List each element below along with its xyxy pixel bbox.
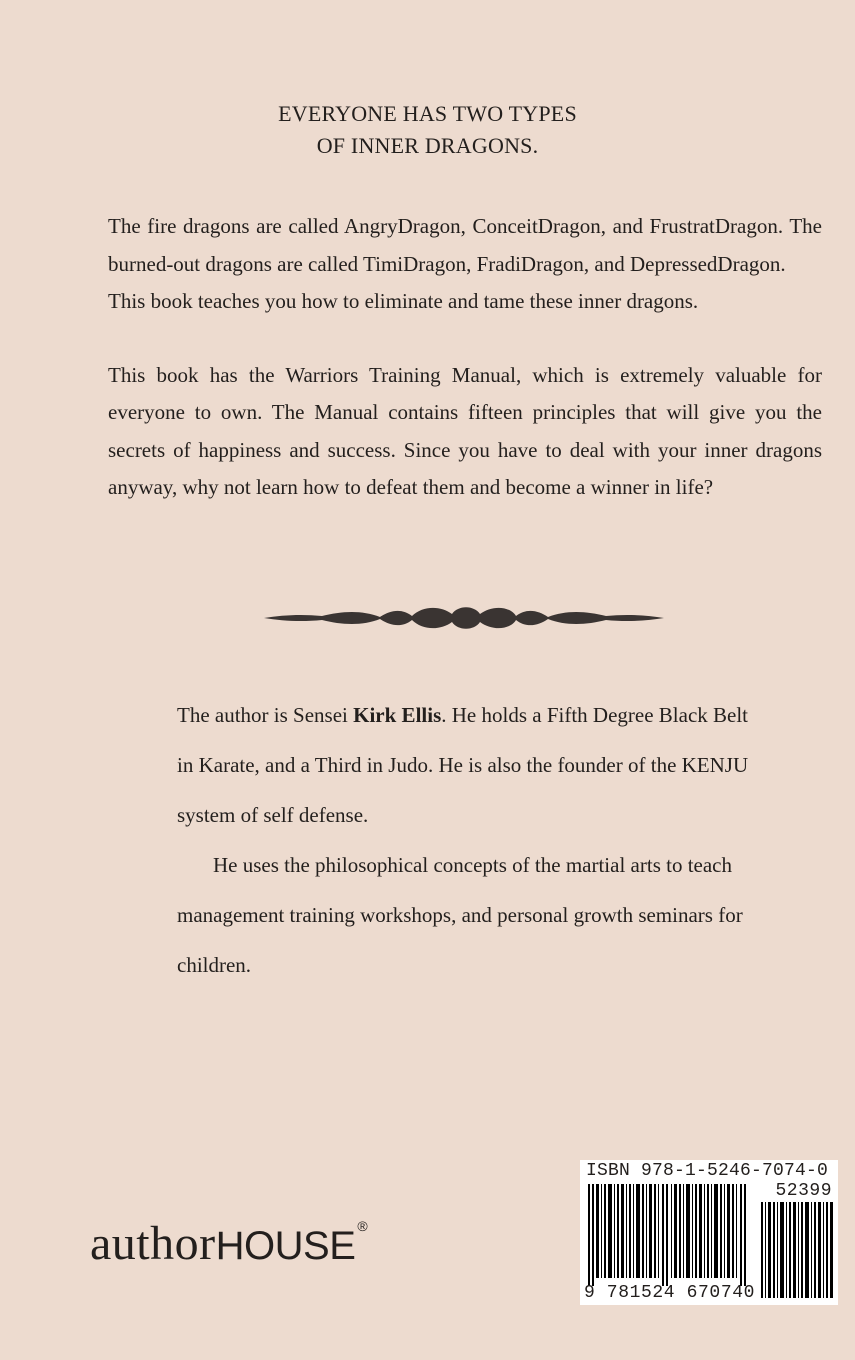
author-paragraph-1: [177, 690, 757, 840]
author-bio: [177, 690, 757, 990]
isbn-label: ISBN 978-1-5246-7074-0: [586, 1161, 829, 1181]
publisher-logo-part2: HOUSE: [215, 1224, 356, 1268]
registered-mark: ®: [357, 1218, 368, 1234]
intro-paragraph-2: This book teaches you how to eliminate and tame these inner dragons.: [108, 289, 699, 313]
barcode-addon-bars-icon: [760, 1202, 834, 1298]
isbn-barcode: [580, 1160, 838, 1305]
heading-line-1: EVERYONE HAS TWO TYPES: [278, 101, 577, 126]
intro-paragraph-3: This book has the Warriors Training Manual, which is extremely valuable for everyone to own. The Manual contains fifteen principles that will give you the secrets of happiness and success. Since you have to deal with your inner dragons anyway, why not learn how to defeat them and become a winner in life?: [108, 362, 822, 499]
author-paragraph-2: He uses the philosophical concepts of the martial arts to teach management training workshops, and personal growth seminars for children.: [177, 853, 743, 977]
author-name: Kirk Ellis: [353, 703, 442, 727]
author-credentials: . He holds a Fifth Degree Black Belt in Karate, and a Third in Judo. He is also the founder of the KENJU system of self defense.: [177, 703, 749, 827]
intro-paragraph-1: The fire dragons are called AngryDragon, ConceitDragon, and FrustratDragon. The burned-out dragons are called TimiDragon, FradiDragon, and DepressedDragon.: [108, 214, 822, 276]
heading-line-2: OF INNER DRAGONS.: [316, 133, 539, 158]
ornament-divider-icon: [262, 602, 666, 634]
price-code: 52399: [775, 1181, 832, 1201]
barcode-main-bars-icon: [586, 1184, 748, 1286]
publisher-logo: [90, 1196, 368, 1276]
back-cover-heading: [0, 98, 855, 162]
barcode-digits: 9 781524 670740: [584, 1283, 756, 1303]
publisher-logo-part1: author: [90, 1217, 216, 1270]
intro-text: [108, 208, 822, 507]
paragraph-gap: [108, 321, 822, 357]
author-intro-text: The author is Sensei: [177, 703, 354, 727]
